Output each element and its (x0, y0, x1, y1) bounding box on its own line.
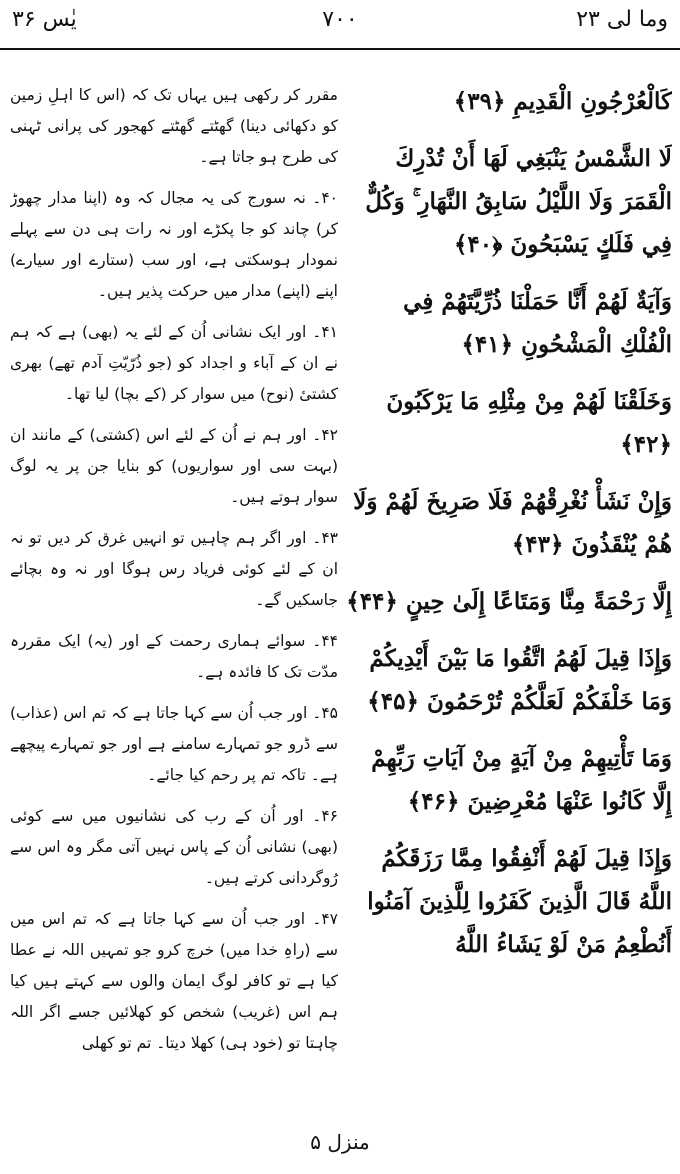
translation-column (10, 80, 338, 1120)
juz-label: وما لی ۲۳ (576, 7, 668, 32)
translation-paragraph: ۴۱۔ اور ایک نشانی اُن کے لئے یہ (بھی) ہے کہ ہم نے ان کے آباء و اجداد کو (جو ذُرّیّتِ آدم تھے) بھری کشتیٔ (نوح) میں سوار کر (کے بچا) لیا تھا۔ (10, 323, 338, 403)
arabic-verse: إِلَّا رَحْمَةً مِنَّا وَمَتَاعًا إِلَىٰ حِينٍ ﴿۴۴﴾ (346, 588, 672, 615)
arabic-verse: وَإِنْ نَشَأْ نُغْرِقْهُمْ فَلَا صَرِيخَ لَهُمْ وَلَا هُمْ يُنْقَذُونَ ﴿۴۳﴾ (353, 488, 672, 558)
translation-paragraph: ۴۶۔ اور اُن کے رب کی نشانیوں میں سے کوئی (بھی) نشانی اُن کے پاس نہیں آتی مگر وہ اس سے رُوگردانی کرتے ہیں۔ (10, 807, 338, 887)
translation-paragraph: ۴۷۔ اور جب اُن سے کہا جاتا ہے کہ تم اس میں سے (راہِ خدا میں) خرچ کرو جو تمہیں اللہ نے عطا کیا ہے تو کافر لوگ ایمان والوں سے کہتے ہیں کیا ہم اس (غریب) شخص کو کھلائیں جسے اگر اللہ چاہتا تو (خود ہی) کھلا دیتا۔ تم تو کھلی (10, 910, 338, 1052)
translation-paragraph: ۴۲۔ اور ہم نے اُن کے لئے اس (کشتی) کے مانند ان (بہت سی اور سواریوں) کو بنایا جن پر یہ لوگ سوار ہوتے ہیں۔ (10, 426, 338, 506)
arabic-verse: وَمَا تَأْتِيهِمْ مِنْ آيَةٍ مِنْ آيَاتِ رَبِّهِمْ إِلَّا كَانُوا عَنْهَا مُعْرِضِينَ ﴿۴۶﴾ (371, 745, 672, 815)
translation-paragraph: ۴۴۔ سوائے ہماری رحمت کے اور (یہ) ایک مقررہ مدّت تک کا فائدہ ہے۔ (10, 632, 338, 681)
arabic-verse: وَإِذَا قِيلَ لَهُمْ أَنْفِقُوا مِمَّا رَزَقَكُمُ اللَّهُ قَالَ الَّذِينَ كَفَرُوا لِلَّذِينَ آمَنُوا أَنُطْعِمُ مَنْ لَوْ يَشَاءُ اللَّهُ (367, 845, 672, 958)
arabic-verse: وَآيَةٌ لَهُمْ أَنَّا حَمَلْنَا ذُرِّيَّتَهُمْ فِي الْفُلْكِ الْمَشْحُونِ ﴿۴۱﴾ (403, 288, 672, 358)
surah-label: یٰس ۳۶ (12, 7, 77, 32)
manzil-footer: منزل ۵ (310, 1130, 370, 1154)
header-rule (0, 48, 680, 50)
translation-paragraph: ۴۰۔ نہ سورج کی یہ مجال کہ وہ (اپنا مدار چھوڑ کر) چاند کو جا پکڑے اور نہ رات ہی دن سے پہلے نمودار ہوسکتی ہے، اور سب (ستارے اور سیارے) اپنے (اپنے) مدار میں حرکت پذیر ہیں۔ (10, 189, 338, 300)
translation-paragraph: ۴۳۔ اور اگر ہم چاہیں تو انہیں غرق کر دیں تو نہ ان کے لئے کوئی فریاد رس ہوگا اور نہ وہ بچائے جاسکیں گے۔ (10, 529, 338, 609)
arabic-column (344, 80, 672, 1120)
translation-paragraph: ۴۵۔ اور جب اُن سے کہا جاتا ہے کہ تم اس (عذاب) سے ڈرو جو تمہارے سامنے ہے اور جو تمہارے پیچھے ہے۔ تاکہ تم پر رحم کیا جائے۔ (10, 704, 338, 784)
arabic-verse: كَالْعُرْجُونِ الْقَدِيمِ ﴿۳۹﴾ (453, 88, 672, 115)
arabic-verse: وَخَلَقْنَا لَهُمْ مِنْ مِثْلِهِ مَا يَرْكَبُونَ ﴿۴۲﴾ (386, 388, 672, 458)
translation-paragraph: مقرر کر رکھی ہیں یہاں تک کہ (اس کا اہلِ زمین کو دکھائی دینا) گھٹتے گھٹتے کھجور کی پرانی ٹہنی کی طرح ہو جاتا ہے۔ (10, 86, 338, 166)
arabic-verse: لَا الشَّمْسُ يَنْبَغِي لَهَا أَنْ تُدْرِكَ الْقَمَرَ وَلَا اللَّيْلُ سَابِقُ النَّهَارِ ۚ وَكُلٌّ فِي فَلَكٍ يَسْبَحُونَ ﴿۴۰﴾ (365, 145, 672, 258)
page-number: ۷۰۰ (322, 7, 358, 32)
arabic-verse: وَإِذَا قِيلَ لَهُمُ اتَّقُوا مَا بَيْنَ أَيْدِيكُمْ وَمَا خَلْفَكُمْ لَعَلَّكُمْ تُرْحَمُونَ ﴿۴۵﴾ (367, 645, 672, 715)
